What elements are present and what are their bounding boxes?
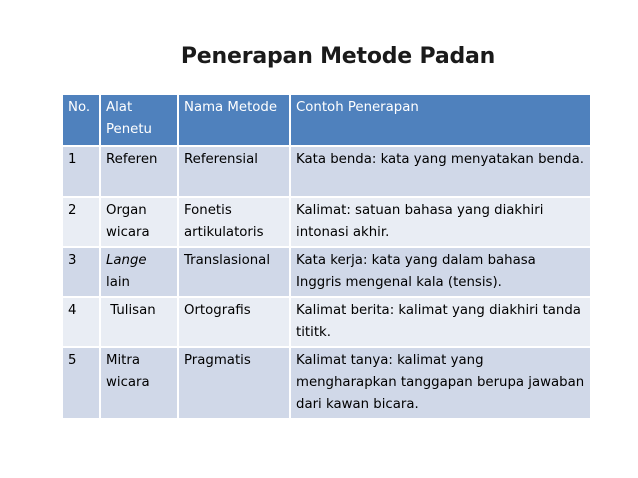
- method-table: [63, 95, 590, 420]
- table-row: [63, 146, 590, 197]
- cell-nama: Translasional: [178, 247, 290, 297]
- cell-nama: Pragmatis: [178, 347, 290, 419]
- header-alat-penetu: Alat Penetu: [100, 95, 178, 146]
- cell-contoh: Kalimat: satuan bahasa yang diakhiri intonasi akhir.: [290, 197, 590, 247]
- table-row: [63, 247, 590, 297]
- table-header-row: [63, 95, 590, 146]
- cell-no: 3: [63, 247, 100, 297]
- cell-alat: Tulisan: [100, 297, 178, 347]
- cell-no: 1: [63, 146, 100, 197]
- cell-alat-rest: lain: [106, 275, 130, 290]
- table-row: [63, 297, 590, 347]
- cell-contoh: Kalimat berita: kalimat yang diakhiri tanda tititk.: [290, 297, 590, 347]
- header-nama-metode: Nama Metode: [178, 95, 290, 146]
- table-row: [63, 347, 590, 419]
- cell-nama: Fonetis artikulatoris: [178, 197, 290, 247]
- cell-alat: Organ wicara: [100, 197, 178, 247]
- table-row: [63, 197, 590, 247]
- header-no: No.: [63, 95, 100, 146]
- header-contoh-penerapan: Contoh Penerapan: [290, 95, 590, 146]
- cell-alat-italic: Lange: [106, 253, 147, 268]
- cell-nama: Referensial: [178, 146, 290, 197]
- cell-nama: Ortografis: [178, 297, 290, 347]
- cell-no: 5: [63, 347, 100, 419]
- cell-contoh: Kata kerja: kata yang dalam bahasa Inggris mengenal kala (tensis).: [290, 247, 590, 297]
- page-title: Penerapan Metode Padan: [180, 44, 496, 69]
- cell-alat: [100, 247, 178, 297]
- cell-contoh: Kalimat tanya: kalimat yang mengharapkan tanggapan berupa jawaban dari kawan bicara.: [290, 347, 590, 419]
- cell-alat: Mitra wicara: [100, 347, 178, 419]
- cell-no: 4: [63, 297, 100, 347]
- cell-alat: Referen: [100, 146, 178, 197]
- cell-no: 2: [63, 197, 100, 247]
- cell-contoh: Kata benda: kata yang menyatakan benda.: [290, 146, 590, 197]
